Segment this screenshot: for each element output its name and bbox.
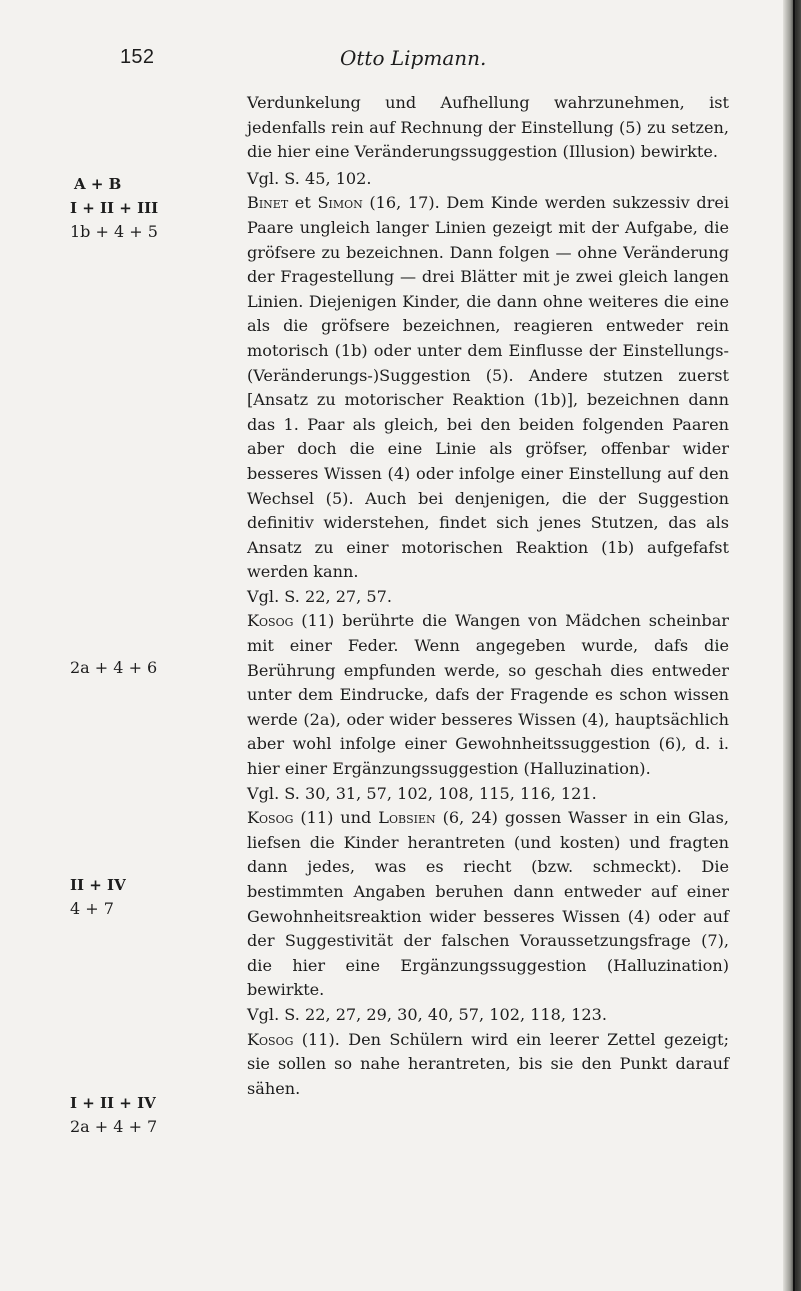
paragraph-kosog-zettel — [247, 1028, 729, 1102]
margin-formula-4 — [70, 1091, 200, 1139]
page-number: 152 — [120, 46, 155, 68]
margin-formula-2 — [70, 656, 200, 680]
author-name: Simon — [317, 193, 363, 213]
connector-text: et — [288, 193, 318, 213]
paragraph-kosog-lobsien — [247, 806, 729, 1003]
connector-text: (11) und — [293, 808, 379, 828]
page-edge-shadow — [783, 0, 801, 1291]
paragraph-continuation: Verdunkelung und Aufhellung wahrzunehmen, ist jedenfalls rein auf Rechnung der Einstellung (5) zu setzen, die hier eine Veränderungssuggestion (Illusion) bewirkte. — [247, 93, 729, 162]
paragraph-text: (11). Den Schülern wird ein leerer Zettel gezeigt; sie sollen so nahe herantreten, bis sie den Punkt darauf sähen. — [247, 1029, 729, 1098]
margin-formula-3 — [70, 873, 200, 921]
margin-formula-line: II + IV — [70, 876, 126, 894]
author-name: Lobsien — [378, 808, 436, 828]
author-name: Kosog — [247, 611, 294, 631]
author-name: Kosog — [247, 1029, 294, 1049]
author-name: Binet — [247, 193, 289, 213]
paragraph-text: (6, 24) gossen Wasser in ein Glas, liefsen die Kinder herantreten (und kosten) und fragten dann jedes, was es riecht (bzw. schmeckt). Die bestimmten Angaben beruhen dann entweder auf einer Gewohnheitsreaktion wider besseres Wissen (4) oder auf der Suggestivität der falschen Voraussetzungsfrage (7), die hier eine Ergänzungssuggestion (Halluzination) bewirkte. — [247, 808, 729, 1000]
reference-line: Vgl. S. 22, 27, 57. — [247, 586, 393, 606]
paragraph-text: (16, 17). Dem Kinde werden sukzessiv drei Paare ungleich langer Linien gezeigt mit der Aufgabe, die gröfsere zu bezeichnen. Dann folgen — ohne Veränderung der Fragestellung — drei Blätter mit je zwei gleich langen Linien. Diejenigen Kinder, die dann ohne weiteres die eine als die gröfsere bezeichnen, reagieren entweder rein motorisch (1b) oder unter dem Einflusse der Einstellungs-(Veränderungs-)Suggestion (5). Andere stutzen zuerst [Ansatz zu motorischer Reaktion (1b)], bezeichnen dann das 1. Paar als gleich, bei den beiden folgenden Paaren aber doch die eine Linie als gröfser, offenbar wider besseres Wissen (4) oder infolge einer Einstellung auf den Wechsel (5). Auch bei denjenigen, die der Suggestion definitiv widerstehen, findet sich jenes Stutzen, das als Ansatz zu einer motorischen Reaktion (1b) aufgefafst werden kann. — [247, 193, 729, 582]
author-name: Kosog — [247, 808, 294, 828]
reference-line: Vgl. S. 45, 102. — [247, 168, 372, 188]
margin-formula-1 — [70, 172, 200, 244]
paragraph-kosog-feder — [247, 609, 729, 781]
page-edge-line — [793, 0, 795, 1291]
margin-formulas — [0, 0, 220, 1291]
reference-line: Vgl. S. 22, 27, 29, 30, 40, 57, 102, 118, 123. — [247, 1004, 607, 1024]
margin-formula-line: 4 + 7 — [70, 899, 114, 918]
margin-formula-line: I + II + IV — [70, 1094, 156, 1112]
paragraph-binet-simon — [247, 191, 729, 585]
reference-line: Vgl. S. 30, 31, 57, 102, 108, 115, 116, 121. — [247, 783, 597, 803]
margin-formula-line: 1b + 4 + 5 — [70, 222, 158, 241]
margin-formula-line: 2a + 4 + 7 — [70, 1117, 158, 1136]
margin-formula-line: 2a + 4 + 6 — [70, 658, 158, 677]
main-text — [247, 91, 729, 1101]
margin-formula-line: I + II + III — [70, 199, 159, 217]
paragraph-text: (11) berührte die Wangen von Mädchen scheinbar mit einer Feder. Wenn angegeben wurde, dafs die Berührung empfunden werde, so geschah dies entweder unter dem Eindrucke, dafs der Fragende es schon wissen werde (2a), oder wider besseres Wissen (4), hauptsächlich aber wohl infolge einer Gewohnheitssuggestion (6), d. i. hier einer Ergänzungssuggestion (Halluzination). — [247, 611, 729, 779]
running-head: Otto Lipmann. — [340, 46, 487, 70]
margin-formula-line: A + B — [74, 175, 122, 193]
